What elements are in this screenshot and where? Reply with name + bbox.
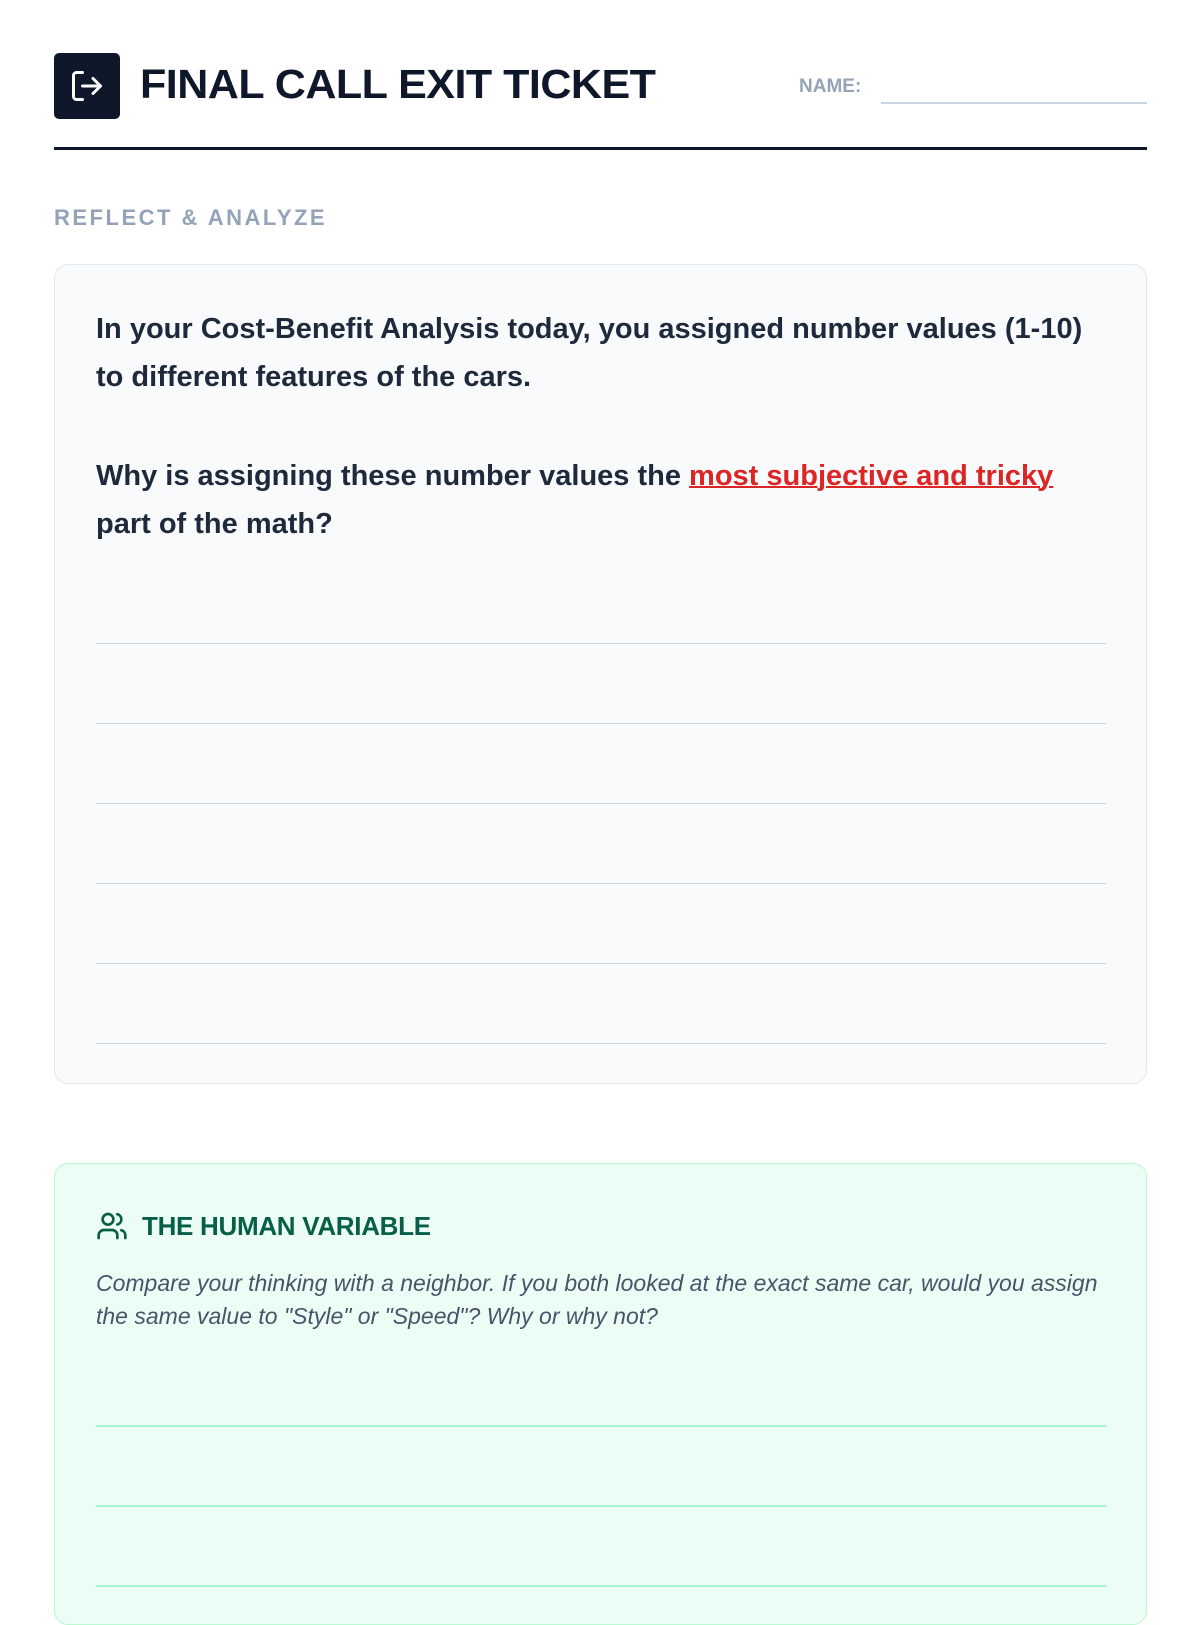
header: [54, 53, 1147, 119]
question-prompt-end: part of the math?: [96, 508, 333, 540]
answer-line[interactable]: [96, 1505, 1106, 1507]
exit-icon-badge: [54, 53, 120, 119]
answer-line[interactable]: [96, 643, 1106, 644]
answer-line[interactable]: [96, 1425, 1106, 1427]
human-variable-title: THE HUMAN VARIABLE: [142, 1210, 431, 1241]
exit-ticket-page: [54, 0, 1147, 1600]
answer-line[interactable]: [96, 883, 1106, 884]
page-title: FINAL CALL EXIT TICKET: [140, 61, 656, 107]
name-field-line[interactable]: [881, 102, 1147, 104]
users-icon: [96, 1210, 128, 1242]
question-prompt: [96, 452, 1106, 548]
question-emphasis: most subjective and tricky: [689, 460, 1054, 492]
question-card: [54, 264, 1147, 1084]
section-label: REFLECT & ANALYZE: [54, 205, 328, 230]
question-intro: In your Cost-Benefit Analysis today, you assigned number values (1-10) to different features of the cars.: [96, 313, 1083, 393]
exit-icon: [69, 68, 105, 104]
human-variable-header: [96, 1210, 431, 1242]
answer-line[interactable]: [96, 963, 1106, 964]
header-divider: [54, 147, 1147, 150]
name-label: NAME:: [799, 76, 862, 97]
answer-line[interactable]: [96, 1585, 1106, 1587]
answer-line[interactable]: [96, 803, 1106, 804]
human-variable-card: [54, 1163, 1147, 1625]
human-variable-prompt: Compare your thinking with a neighbor. If you both looked at the exact same car, would you assign the same value to "Style" or "Speed"? Why or why not?: [96, 1270, 1098, 1329]
answer-line[interactable]: [96, 1043, 1106, 1044]
question-prompt-start: Why is assigning these number values the: [96, 460, 690, 492]
answer-line[interactable]: [96, 723, 1106, 724]
